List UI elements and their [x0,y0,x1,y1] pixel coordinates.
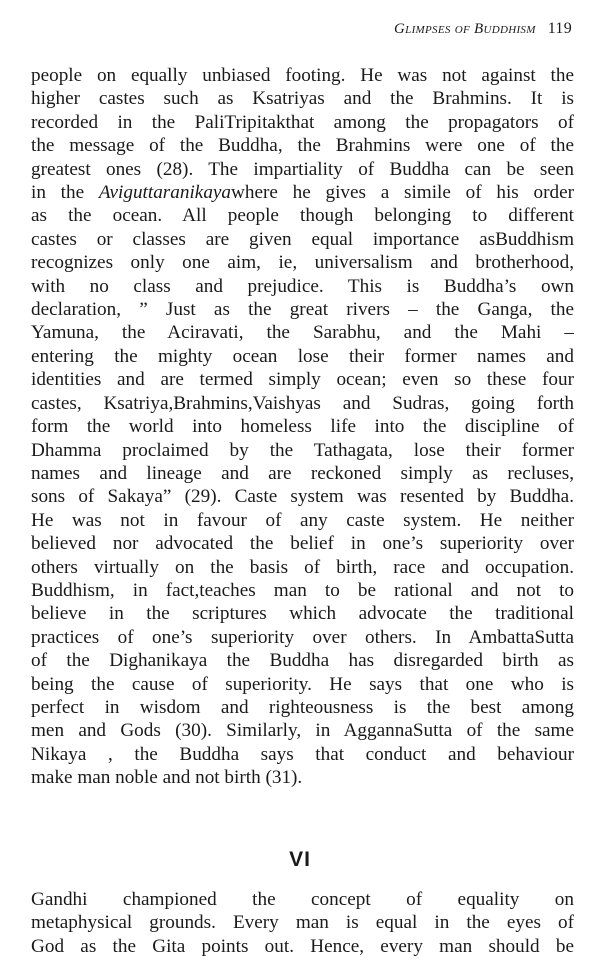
text-line: as the ocean. All people though belonging to different [31,205,574,227]
text-line: perfect in wisdom and righteousness is the best among [31,696,574,718]
text-line: He was not in favour of any caste system. He neither [31,509,574,531]
text-line: believe in the scriptures which advocate the traditional [31,603,574,625]
text-line: entering the mighty ocean lose their former names and [31,345,574,367]
text-line-tail: where he gives a simile of his order [231,182,574,204]
text-line: metaphysical grounds. Every man is equal in the eyes of [31,912,574,934]
running-head [394,20,572,44]
section-heading: VI [289,848,311,871]
running-head-title: Glimpses of Buddhism [394,21,536,37]
text-line: Yamuna, the Aciravati, the Sarabhu, and the Mahi – [31,322,574,344]
text-line: the message of the Buddha, the Brahmins were one of the [31,135,574,157]
text-line: believed nor advocated the belief in one’s superiority over [31,533,574,555]
text-line: names and lineage and are reckoned simply as recluses, [31,462,574,484]
text-line: Buddhism, in fact,teaches man to be rational and not to [31,579,574,601]
paragraph-1 [31,64,574,790]
text-line: castes, Ksatriya,Brahmins,Vaishyas and Sudras, going forth [31,392,574,414]
text-line: with no class and prejudice. This is Buddha’s own [31,275,574,297]
text-line: people on equally unbiased footing. He was not against the [31,65,574,86]
page-number: 119 [547,20,572,37]
text-line: recognizes only one aim, ie, universalism and brotherhood, [31,252,574,274]
text-line: higher castes such as Ksatriyas and the Brahmins. It is [31,88,574,110]
text-line: sons of Sakaya” (29). Caste system was resented by Buddha. [31,486,574,508]
text-line: declaration, ” Just as the great rivers – the Ganga, the [31,299,574,321]
text-line-lead: in the [31,182,99,204]
text-line: others virtually on the basis of birth, race and occupation. [31,556,574,578]
text-line: Gandhi championed the concept of equality on [31,889,574,910]
text-line: Nikaya , the Buddha says that conduct and behaviour [31,743,574,765]
text-line: identities and are termed simply ocean; even so these four [31,369,574,391]
text-line: practices of one’s superiority over others. In AmbattaSutta [31,626,574,648]
text-line: of the Dighanikaya the Buddha has disregarded birth as [31,650,574,672]
text-line: God as the Gita points out. Hence, every man should be [31,935,574,957]
paragraph-2 [31,888,574,958]
text-line [31,181,574,204]
text-line: recorded in the PaliTripitakthat among the propagators of [31,111,574,133]
italic-term: Aviguttaranikaya [98,182,232,204]
text-line: being the cause of superiority. He says that one who is [31,673,574,695]
text-line: greatest ones (28). The impartiality of Buddha can be seen [31,158,574,180]
text-line: make man noble and not birth (31). [31,767,303,789]
text-line: men and Gods (30). Similarly, in AggannaSutta of the same [31,720,574,742]
text-line: Dhamma proclaimed by the Tathagata, lose their former [31,439,574,461]
text-line: form the world into homeless life into the discipline of [31,416,574,438]
text-line: castes or classes are given equal importance asBuddhism [31,228,574,250]
